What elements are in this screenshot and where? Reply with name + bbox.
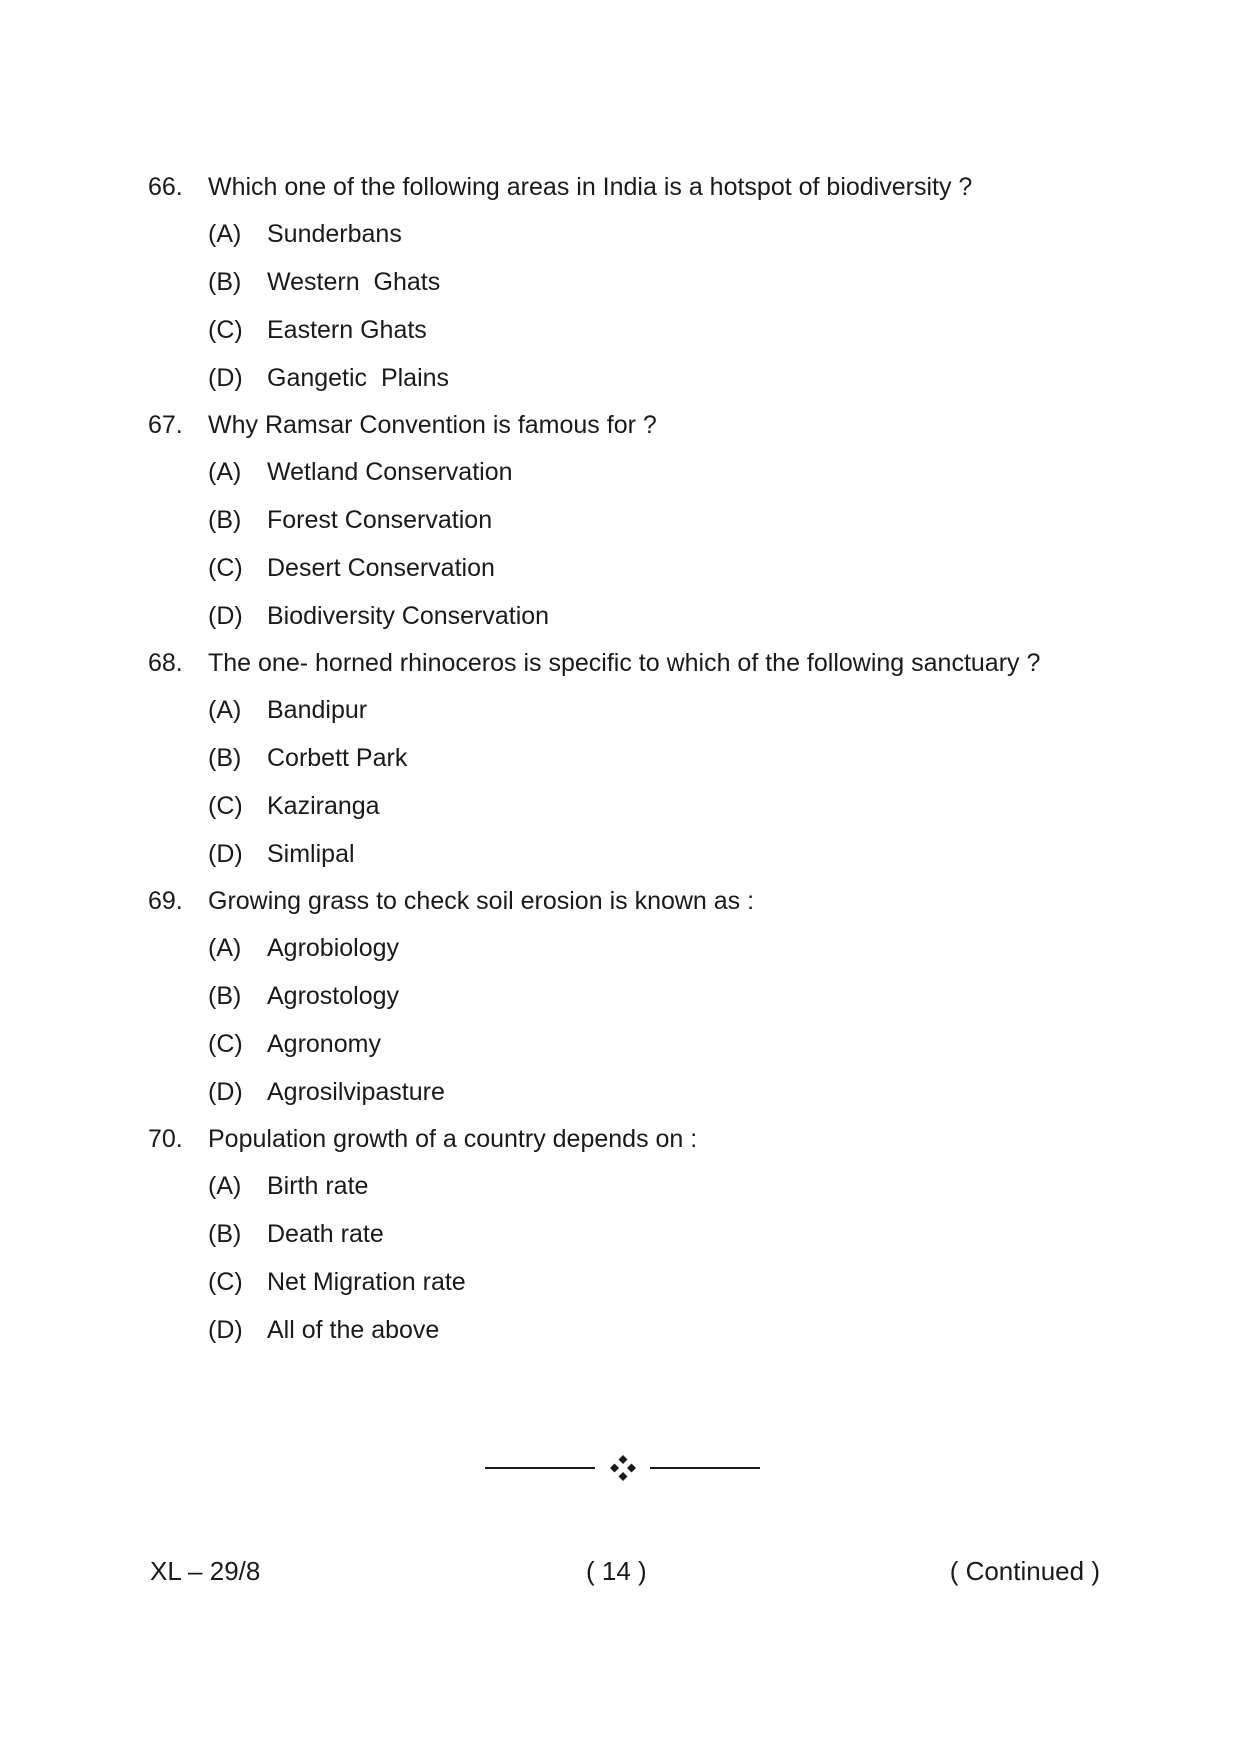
question-number: 68.: [148, 649, 183, 677]
option-text: Agrobiology: [267, 934, 400, 962]
question-text: Population growth of a country depends on :: [208, 1125, 698, 1153]
option-list: [148, 219, 1108, 393]
option-d: [208, 1077, 1108, 1107]
option-text: Death rate: [267, 1220, 384, 1248]
option-a: [208, 1171, 1108, 1201]
option-text: Simlipal: [267, 840, 355, 868]
option-letter: (D): [208, 364, 243, 392]
divider-rule-right: [650, 1467, 760, 1469]
option-d: [208, 1315, 1108, 1345]
option-c: [208, 791, 1108, 821]
option-text: Bandipur: [267, 696, 368, 724]
option-letter: (B): [208, 506, 242, 534]
option-letter: (A): [208, 220, 242, 248]
question-list: [148, 172, 1108, 1362]
option-list: [148, 695, 1108, 869]
option-letter: (B): [208, 268, 242, 296]
option-d: [208, 601, 1108, 631]
question-number: 69.: [148, 887, 183, 915]
option-a: [208, 457, 1108, 487]
option-letter: (D): [208, 602, 243, 630]
option-b: [208, 1219, 1108, 1249]
option-text: Agrostology: [267, 982, 400, 1010]
option-letter: (C): [208, 792, 243, 820]
option-c: [208, 1029, 1108, 1059]
question-66: [148, 172, 1108, 393]
option-c: [208, 553, 1108, 583]
option-c: [208, 315, 1108, 345]
question-number: 66.: [148, 173, 183, 201]
option-text: Sunderbans: [267, 220, 402, 248]
question-text: Growing grass to check soil erosion is known as :: [208, 887, 755, 915]
option-letter: (A): [208, 934, 242, 962]
page-number: ( 14 ): [586, 1556, 647, 1586]
question-70: [148, 1124, 1108, 1345]
option-text: Net Migration rate: [267, 1268, 466, 1296]
option-letter: (A): [208, 458, 242, 486]
option-letter: (A): [208, 1172, 242, 1200]
option-b: [208, 267, 1108, 297]
option-text: Corbett Park: [267, 744, 408, 772]
option-letter: (C): [208, 316, 243, 344]
option-list: [148, 933, 1108, 1107]
option-a: [208, 219, 1108, 249]
question-stem: [148, 1124, 1108, 1154]
option-text: Kaziranga: [267, 792, 380, 820]
option-letter: (B): [208, 982, 242, 1010]
option-letter: (C): [208, 1030, 243, 1058]
option-b: [208, 743, 1108, 773]
option-letter: (C): [208, 554, 243, 582]
question-stem: [148, 648, 1108, 678]
option-letter: (B): [208, 744, 242, 772]
option-text: Gangetic Plains: [267, 364, 450, 392]
option-text: Agrosilvipasture: [267, 1078, 445, 1106]
option-text: Biodiversity Conservation: [267, 602, 550, 630]
option-text: All of the above: [267, 1316, 440, 1344]
option-d: [208, 839, 1108, 869]
option-text: Western Ghats: [267, 268, 441, 296]
question-text: Which one of the following areas in India is a hotspot of biodiversity ?: [208, 173, 973, 201]
option-text: Desert Conservation: [267, 554, 495, 582]
option-list: [148, 1171, 1108, 1345]
option-text: Wetland Conservation: [267, 458, 513, 486]
question-text: Why Ramsar Convention is famous for ?: [208, 411, 657, 439]
question-69: [148, 886, 1108, 1107]
option-letter: (C): [208, 1268, 243, 1296]
option-letter: (D): [208, 840, 243, 868]
question-stem: [148, 410, 1108, 440]
option-letter: (D): [208, 1078, 243, 1106]
option-letter: (D): [208, 1316, 243, 1344]
continued-note: ( Continued ): [949, 1556, 1100, 1586]
four-diamond-ornament-icon: [608, 1453, 638, 1483]
page-footer: [150, 1554, 1100, 1588]
option-text: Forest Conservation: [267, 506, 493, 534]
option-text: Birth rate: [267, 1172, 369, 1200]
question-68: [148, 648, 1108, 869]
option-letter: (B): [208, 1220, 242, 1248]
option-text: Agronomy: [267, 1030, 381, 1058]
option-text: Eastern Ghats: [267, 316, 427, 344]
question-stem: [148, 172, 1108, 202]
option-b: [208, 505, 1108, 535]
paper-code: XL – 29/8: [150, 1556, 261, 1586]
question-stem: [148, 886, 1108, 916]
option-b: [208, 981, 1108, 1011]
option-a: [208, 933, 1108, 963]
section-end-divider: [485, 1453, 760, 1483]
option-d: [208, 363, 1108, 393]
question-text: The one- horned rhinoceros is specific to which of the following sanctuary ?: [208, 649, 1041, 677]
option-list: [148, 457, 1108, 631]
divider-rule-left: [485, 1467, 595, 1469]
question-number: 70.: [148, 1125, 183, 1153]
option-c: [208, 1267, 1108, 1297]
question-67: [148, 410, 1108, 631]
option-a: [208, 695, 1108, 725]
question-number: 67.: [148, 411, 183, 439]
option-letter: (A): [208, 696, 242, 724]
